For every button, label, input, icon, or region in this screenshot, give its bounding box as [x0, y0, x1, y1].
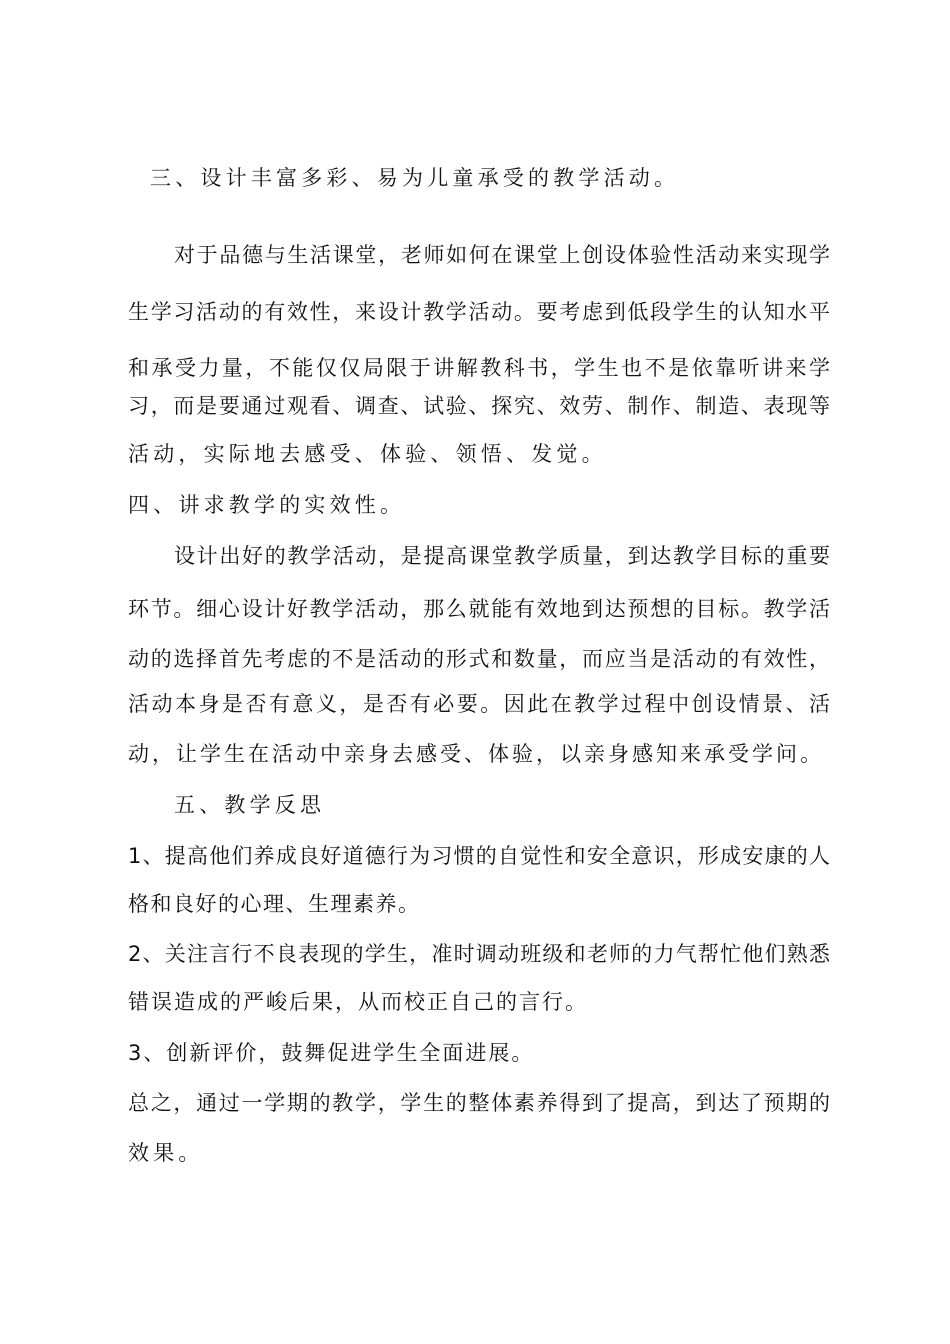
section-3-paragraph-line: 和承受力量，不能仅仅局限于讲解教科书，学生也不是依靠听讲来学 [128, 356, 830, 380]
reflection-item-line: 1、提高他们养成良好道德行为习惯的自觉性和安全意识，形成安康的人 [128, 844, 830, 868]
section-5-heading: 五、教学反思 [174, 793, 326, 817]
section-3-paragraph-line: 生学习活动的有效性，来设计教学活动。要考虑到低段学生的认知水平 [128, 300, 830, 324]
section-3-heading: 三、设计丰富多彩、易为儿童承受的教学活动。 [150, 166, 680, 190]
reflection-item-line: 格和良好的心理、生理素养。 [128, 892, 421, 916]
conclusion-line: 效果。 [128, 1141, 204, 1165]
section-4-paragraph-line: 动，让学生在活动中亲身去感受、体验，以亲身感知来承受学问。 [128, 742, 824, 766]
section-4-heading: 四、讲求教学的实效性。 [128, 493, 406, 517]
section-3-paragraph-line: 习，而是要通过观看、调查、试验、探究、效劳、制作、制造、表现等 [128, 394, 830, 418]
reflection-item-line: 错误造成的严峻后果，从而校正自己的言行。 [128, 990, 588, 1014]
section-4-paragraph-line: 活动本身是否有意义，是否有必要。因此在教学过程中创设情景、活 [128, 692, 830, 716]
conclusion-line: 总之，通过一学期的教学，学生的整体素养得到了提高，到达了预期的 [128, 1091, 830, 1115]
reflection-item-line: 3、创新评价，鼓舞促进学生全面进展。 [128, 1041, 535, 1065]
section-3-paragraph-line: 对于品德与生活课堂，老师如何在课堂上创设体验性活动来实现学 [174, 243, 830, 267]
reflection-item-line: 2、关注言行不良表现的学生，准时调动班级和老师的力气帮忙他们熟悉 [128, 942, 830, 966]
section-3-paragraph-line: 活动，实际地去感受、体验、领悟、发觉。 [128, 442, 607, 466]
section-4-paragraph-line: 环节。细心设计好教学活动，那么就能有效地到达预想的目标。教学活 [128, 597, 830, 621]
section-4-paragraph-line: 动的选择首先考虑的不是活动的形式和数量，而应当是活动的有效性， [128, 647, 830, 671]
section-4-paragraph-line: 设计出好的教学活动，是提高课堂教学质量，到达教学目标的重要 [174, 544, 830, 568]
